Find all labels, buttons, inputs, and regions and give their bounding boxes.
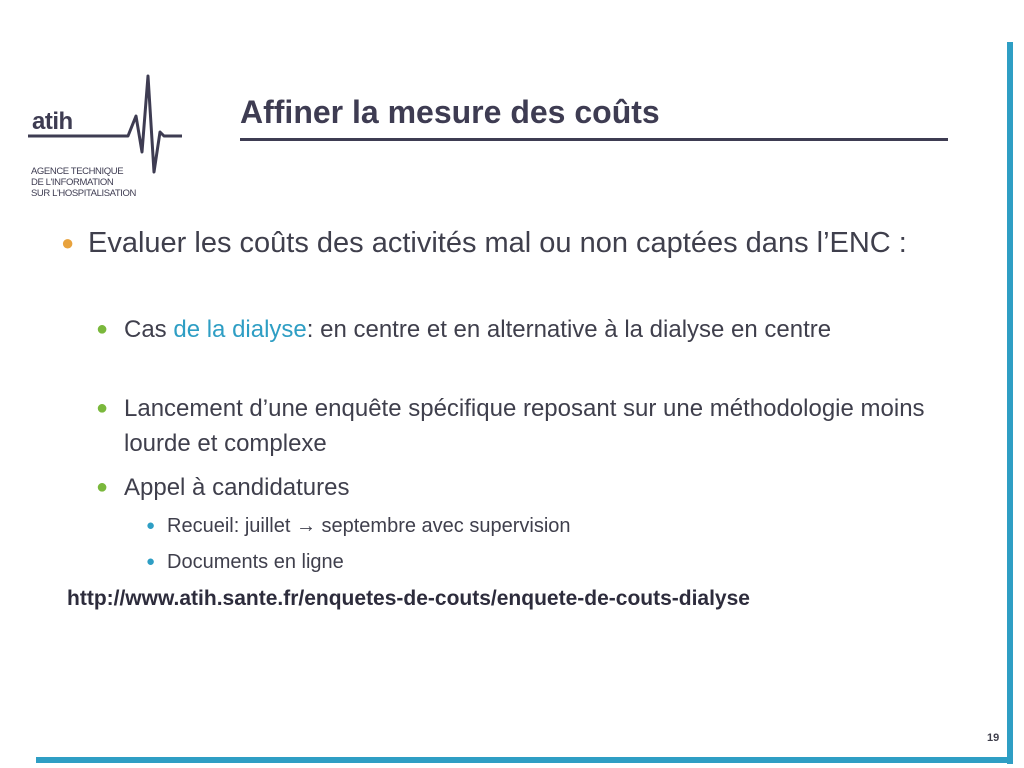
bullet-lancement (96, 391, 956, 461)
bullet-dot-icon: ● (61, 230, 75, 255)
slide-title: Affiner la mesure des coûts (240, 94, 660, 130)
bullet-text: Documents en ligne (167, 551, 344, 573)
bullet-dot-icon: ● (146, 553, 156, 570)
bullet-documents (146, 548, 846, 576)
dialyse-highlight: de la dialyse (173, 316, 307, 343)
page-number: 19 (987, 732, 1000, 744)
bullet-text: Evaluer les coûts des activités mal ou non captées dans l’ENC : (88, 227, 907, 259)
logo-subtitle-line: AGENCE TECHNIQUE (31, 166, 124, 177)
logo-subtitle-line: SUR L'HOSPITALISATION (31, 188, 136, 199)
bullet-suffix: : en centre et en alternative à la dialyse en centre (306, 316, 832, 343)
title-underline (240, 138, 948, 141)
bullet-dot-icon: ● (96, 318, 109, 340)
bullet-text: Recueil: juillet → septembre avec supervision (167, 515, 571, 537)
logo-wordmark: atih (32, 108, 73, 135)
bullet-text (124, 312, 956, 347)
atih-logo (28, 72, 188, 202)
bullet-recueil (146, 512, 846, 540)
bullet-text: Lancement d’une enquête spécifique reposant sur une méthodologie moins lourde et complexe (124, 395, 925, 457)
slide-frame-right (1007, 42, 1013, 764)
logo-subtitle (31, 166, 136, 199)
slide-frame-bottom (36, 757, 1013, 763)
bullet-prefix: Cas (124, 316, 174, 343)
bullet-dot-icon: ● (146, 517, 156, 534)
bullet-dot-icon: ● (96, 397, 109, 419)
bullet-dot-icon: ● (96, 476, 109, 498)
logo-subtitle-line: DE L'INFORMATION (31, 177, 114, 188)
bullet-evaluer (61, 224, 951, 262)
bullet-dialyse (96, 312, 956, 347)
bullet-appel (96, 470, 956, 505)
bullet-text: Appel à candidatures (124, 474, 350, 501)
survey-url-link[interactable]: http://www.atih.sante.fr/enquetes-de-couts/enquete-de-couts-dialyse (67, 587, 750, 610)
